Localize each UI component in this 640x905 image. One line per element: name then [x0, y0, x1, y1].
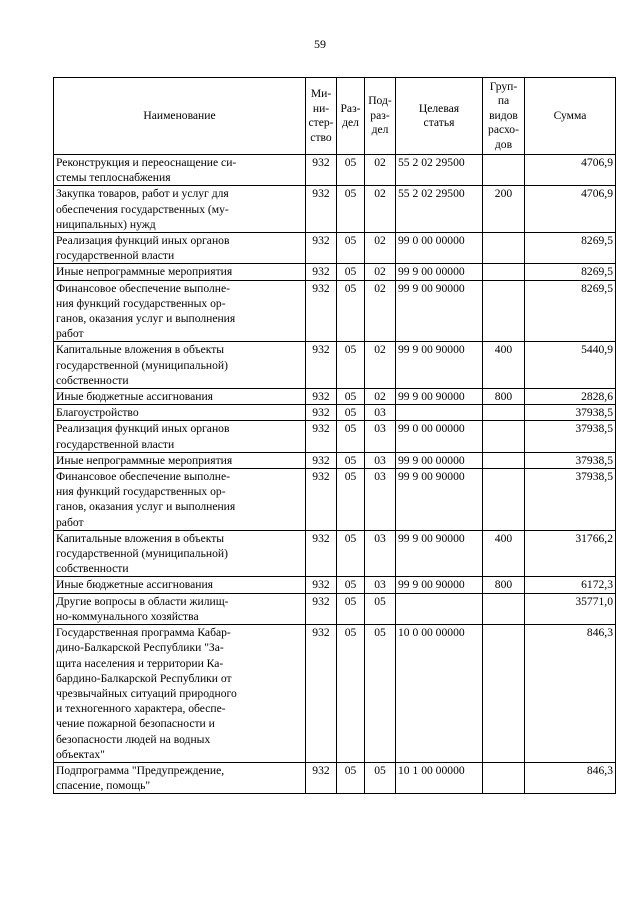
table-row — [54, 577, 616, 593]
cell-name: Финансовое обеспечение выполне- ния функций государственных ор- ганов, оказания услуг и выполнения работ — [54, 469, 306, 531]
table-row — [54, 452, 616, 468]
cell-ministry: 932 — [306, 264, 337, 280]
cell-name: Иные непрограммные мероприятия — [54, 452, 306, 468]
cell-sum: 4706,9 — [525, 155, 616, 186]
cell-target: 99 9 00 90000 — [396, 389, 483, 405]
table-row — [54, 469, 616, 531]
cell-sum: 37938,5 — [525, 469, 616, 531]
cell-section: 05 — [337, 577, 365, 593]
cell-name: Иные бюджетные ассигнования — [54, 389, 306, 405]
cell-ministry: 932 — [306, 280, 337, 342]
cell-section: 05 — [337, 264, 365, 280]
cell-subsection: 02 — [365, 186, 396, 233]
cell-sum: 37938,5 — [525, 421, 616, 452]
cell-section: 05 — [337, 280, 365, 342]
cell-sum: 37938,5 — [525, 452, 616, 468]
cell-subsection: 05 — [365, 625, 396, 763]
cell-sum: 846,3 — [525, 762, 616, 793]
cell-name: Другие вопросы в области жилищ- но-коммунального хозяйства — [54, 593, 306, 624]
cell-target: 99 0 00 00000 — [396, 421, 483, 452]
cell-ministry: 932 — [306, 155, 337, 186]
table-row — [54, 233, 616, 264]
cell-name: Капитальные вложения в объекты государственной (муниципальной) собственности — [54, 342, 306, 389]
header-section: Раз- дел — [337, 78, 365, 155]
header-subsection: Под- раз- дел — [365, 78, 396, 155]
table-row — [54, 405, 616, 421]
cell-subsection: 02 — [365, 389, 396, 405]
cell-target: 99 9 00 90000 — [396, 577, 483, 593]
cell-section: 05 — [337, 762, 365, 793]
cell-sum: 35771,0 — [525, 593, 616, 624]
cell-name: Финансовое обеспечение выполне- ния функций государственных ор- ганов, оказания услуг и выполнения работ — [54, 280, 306, 342]
header-ministry: Ми- ни- стер- ство — [306, 78, 337, 155]
cell-target: 99 9 00 00000 — [396, 452, 483, 468]
cell-subsection: 03 — [365, 452, 396, 468]
cell-section: 05 — [337, 469, 365, 531]
cell-group: 400 — [483, 342, 525, 389]
cell-group — [483, 469, 525, 531]
cell-ministry: 932 — [306, 530, 337, 577]
cell-name: Реконструкция и переоснащение си- стемы теплоснабжения — [54, 155, 306, 186]
cell-ministry: 932 — [306, 342, 337, 389]
cell-name: Реализация функций иных органов государственной власти — [54, 233, 306, 264]
cell-ministry: 932 — [306, 233, 337, 264]
cell-subsection: 02 — [365, 264, 396, 280]
cell-target — [396, 593, 483, 624]
cell-name: Благоустройство — [54, 405, 306, 421]
cell-group: 400 — [483, 530, 525, 577]
cell-sum: 8269,5 — [525, 233, 616, 264]
cell-ministry: 932 — [306, 593, 337, 624]
cell-group: 800 — [483, 389, 525, 405]
table-row — [54, 625, 616, 763]
cell-group: 800 — [483, 577, 525, 593]
cell-ministry: 932 — [306, 762, 337, 793]
cell-target: 99 9 00 90000 — [396, 280, 483, 342]
cell-group — [483, 452, 525, 468]
cell-name: Реализация функций иных органов государственной власти — [54, 421, 306, 452]
cell-ministry: 932 — [306, 452, 337, 468]
cell-name: Капитальные вложения в объекты государственной (муниципальной) собственности — [54, 530, 306, 577]
cell-subsection: 02 — [365, 342, 396, 389]
table-row — [54, 342, 616, 389]
cell-target: 10 0 00 00000 — [396, 625, 483, 763]
cell-sum: 37938,5 — [525, 405, 616, 421]
cell-section: 05 — [337, 342, 365, 389]
budget-table — [53, 77, 616, 794]
cell-section: 05 — [337, 625, 365, 763]
cell-name: Государственная программа Кабар- дино-Балкарской Республики "За- щита населения и территории Ка- бардино-Балкарской Республики от чрезвычайных ситуаций природного и техногенного характера, обеспе- чение пожарной безопасности и безопасности людей на водных объектах" — [54, 625, 306, 763]
cell-sum: 4706,9 — [525, 186, 616, 233]
cell-ministry: 932 — [306, 577, 337, 593]
cell-subsection: 03 — [365, 405, 396, 421]
cell-section: 05 — [337, 405, 365, 421]
cell-ministry: 932 — [306, 421, 337, 452]
cell-sum: 846,3 — [525, 625, 616, 763]
cell-name: Иные бюджетные ассигнования — [54, 577, 306, 593]
page-number: 59 — [314, 37, 326, 51]
cell-section: 05 — [337, 186, 365, 233]
cell-subsection: 03 — [365, 530, 396, 577]
cell-ministry: 932 — [306, 186, 337, 233]
table-row — [54, 280, 616, 342]
cell-group: 200 — [483, 186, 525, 233]
table-row — [54, 530, 616, 577]
cell-name: Подпрограмма "Предупреждение, спасение, помощь" — [54, 762, 306, 793]
cell-target: 99 9 00 90000 — [396, 530, 483, 577]
cell-section: 05 — [337, 155, 365, 186]
cell-sum: 2828,6 — [525, 389, 616, 405]
cell-sum: 31766,2 — [525, 530, 616, 577]
cell-group — [483, 762, 525, 793]
cell-section: 05 — [337, 593, 365, 624]
header-group: Груп- па видов расхо- дов — [483, 78, 525, 155]
table-row — [54, 264, 616, 280]
cell-target: 99 0 00 00000 — [396, 233, 483, 264]
cell-ministry: 932 — [306, 405, 337, 421]
cell-ministry: 932 — [306, 389, 337, 405]
table-row — [54, 155, 616, 186]
cell-target — [396, 405, 483, 421]
cell-section: 05 — [337, 233, 365, 264]
cell-sum: 8269,5 — [525, 280, 616, 342]
cell-group — [483, 625, 525, 763]
table-row — [54, 389, 616, 405]
cell-ministry: 932 — [306, 625, 337, 763]
cell-subsection: 03 — [365, 469, 396, 531]
cell-section: 05 — [337, 389, 365, 405]
cell-sum: 8269,5 — [525, 264, 616, 280]
table-header-row — [54, 78, 616, 155]
cell-section: 05 — [337, 421, 365, 452]
cell-target: 99 9 00 90000 — [396, 469, 483, 531]
table-body — [54, 155, 616, 794]
cell-group — [483, 280, 525, 342]
cell-group — [483, 155, 525, 186]
cell-group — [483, 405, 525, 421]
cell-target: 99 9 00 00000 — [396, 264, 483, 280]
cell-sum: 5440,9 — [525, 342, 616, 389]
cell-section: 05 — [337, 452, 365, 468]
cell-target: 99 9 00 90000 — [396, 342, 483, 389]
cell-section: 05 — [337, 530, 365, 577]
header-target: Целевая статья — [396, 78, 483, 155]
cell-name: Иные непрограммные мероприятия — [54, 264, 306, 280]
cell-subsection: 05 — [365, 593, 396, 624]
cell-subsection: 02 — [365, 280, 396, 342]
cell-group — [483, 421, 525, 452]
table-row — [54, 421, 616, 452]
cell-target: 55 2 02 29500 — [396, 155, 483, 186]
cell-group — [483, 593, 525, 624]
cell-subsection: 03 — [365, 421, 396, 452]
table-row — [54, 186, 616, 233]
header-name: Наименование — [54, 78, 306, 155]
cell-target: 55 2 02 29500 — [396, 186, 483, 233]
table-row — [54, 593, 616, 624]
cell-subsection: 02 — [365, 155, 396, 186]
cell-subsection: 03 — [365, 577, 396, 593]
cell-name: Закупка товаров, работ и услуг для обеспечения государственных (му- ниципальных) нужд — [54, 186, 306, 233]
cell-ministry: 932 — [306, 469, 337, 531]
cell-group — [483, 233, 525, 264]
header-sum: Сумма — [525, 78, 616, 155]
cell-subsection: 02 — [365, 233, 396, 264]
cell-sum: 6172,3 — [525, 577, 616, 593]
cell-subsection: 05 — [365, 762, 396, 793]
cell-target: 10 1 00 00000 — [396, 762, 483, 793]
cell-group — [483, 264, 525, 280]
table-row — [54, 762, 616, 793]
